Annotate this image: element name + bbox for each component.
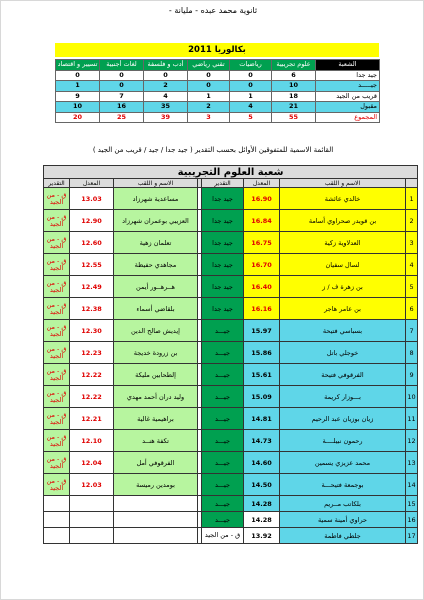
left-avg: 12.03 <box>70 474 114 496</box>
ranking-row <box>44 342 418 364</box>
stats-row <box>56 70 380 81</box>
stats-cell: 3 <box>188 112 230 123</box>
stats-table <box>55 59 380 123</box>
col-appr-header: التقدير <box>202 179 244 188</box>
stats-row-label: جيـــــد <box>316 81 380 92</box>
right-name: بن زهرة ف / ز <box>280 276 406 298</box>
stats-cell: 18 <box>272 91 316 102</box>
right-appr: جيـــد <box>202 474 244 496</box>
stats-header-cell: لغات أجنبية <box>100 60 144 71</box>
left-name: مجاهدي حفيظة <box>114 254 198 276</box>
left-appr: ق - من الجيد <box>44 232 70 254</box>
ranking-row <box>44 386 418 408</box>
right-appr: جيـــد <box>202 364 244 386</box>
right-avg: 14.60 <box>244 452 280 474</box>
stats-cell: 1 <box>188 91 230 102</box>
left-avg: 12.04 <box>70 452 114 474</box>
right-avg: 14.28 <box>244 496 280 512</box>
stats-cell: 0 <box>230 70 272 81</box>
left-avg: 12.23 <box>70 342 114 364</box>
right-avg: 16.75 <box>244 232 280 254</box>
ranking-row <box>44 320 418 342</box>
section-title: شعبة العلوم التجريبية <box>44 166 418 179</box>
col-appr-header: التقدير <box>44 179 70 188</box>
left-name: إيديش صالح الدين <box>114 320 198 342</box>
right-avg: 16.84 <box>244 210 280 232</box>
stats-cell: 0 <box>56 70 100 81</box>
right-avg: 16.70 <box>244 254 280 276</box>
stats-cell: 0 <box>100 70 144 81</box>
left-empty <box>114 496 198 512</box>
rank-number: 11 <box>406 408 418 430</box>
stats-cell: 16 <box>100 102 144 113</box>
stats-header-cell: تقني رياضي <box>188 60 230 71</box>
left-name: وليد دران أحمد مهدي <box>114 386 198 408</box>
stats-row <box>56 102 380 113</box>
rank-number: 9 <box>406 364 418 386</box>
rank-number: 14 <box>406 474 418 496</box>
stats-cell: 39 <box>144 112 188 123</box>
left-appr: ق - من الجيد <box>44 276 70 298</box>
stats-cell: 4 <box>230 102 272 113</box>
stats-header-cell: أدب و فلسفة <box>144 60 188 71</box>
stats-header-cell: رياضيات <box>230 60 272 71</box>
stats-cell: 0 <box>188 70 230 81</box>
right-appr: جيـــد <box>202 320 244 342</box>
col-num-header <box>406 179 418 188</box>
left-empty <box>70 496 114 512</box>
stats-cell: 0 <box>100 81 144 92</box>
stats-row-label: مقبول <box>316 102 380 113</box>
right-appr: جيد جدا <box>202 210 244 232</box>
stats-cell: 55 <box>272 112 316 123</box>
stats-cell: 10 <box>56 102 100 113</box>
left-name: تكفة هنــد <box>114 430 198 452</box>
right-name: بلكاتب مــريم <box>280 496 406 512</box>
left-empty <box>70 528 114 544</box>
right-avg: 15.97 <box>244 320 280 342</box>
right-appr: جيد جدا <box>202 298 244 320</box>
rank-number: 2 <box>406 210 418 232</box>
left-avg: 12.60 <box>70 232 114 254</box>
right-name: خالدي عائشة <box>280 188 406 210</box>
left-avg: 12.22 <box>70 364 114 386</box>
stats-cell: 1 <box>56 81 100 92</box>
right-name: بوجمعة فتيحـــة <box>280 474 406 496</box>
col-name-header: الاسم و اللقب <box>280 179 406 188</box>
ranking-row <box>44 430 418 452</box>
stats-cell: 0 <box>144 70 188 81</box>
stats-cell: 10 <box>272 81 316 92</box>
column-header-row <box>44 179 418 188</box>
right-appr: جيد جدا <box>202 188 244 210</box>
left-appr: ق - من الجيد <box>44 320 70 342</box>
rank-number: 3 <box>406 232 418 254</box>
right-avg: 15.86 <box>244 342 280 364</box>
right-appr: جيـــد <box>202 430 244 452</box>
stats-cell: 0 <box>230 81 272 92</box>
left-name: العزيبي بوعمران شهرزاد <box>114 210 198 232</box>
rank-number: 15 <box>406 496 418 512</box>
left-avg: 12.49 <box>70 276 114 298</box>
left-appr: ق - من الجيد <box>44 408 70 430</box>
stats-cell: 4 <box>144 91 188 102</box>
right-avg: 14.28 <box>244 512 280 528</box>
right-avg: 14.81 <box>244 408 280 430</box>
left-avg: 12.10 <box>70 430 114 452</box>
rank-number: 6 <box>406 298 418 320</box>
ranking-row <box>44 276 418 298</box>
left-appr: ق - من الجيد <box>44 364 70 386</box>
stats-header-cell: تسيير و اقتصاد <box>56 60 100 71</box>
right-avg: 14.73 <box>244 430 280 452</box>
ranking-row <box>44 210 418 232</box>
right-appr: جيـــد <box>202 386 244 408</box>
left-name: بومدين رميسة <box>114 474 198 496</box>
ranking-row <box>44 474 418 496</box>
left-avg: 13.03 <box>70 188 114 210</box>
ranking-row <box>44 528 418 544</box>
rank-number: 7 <box>406 320 418 342</box>
right-appr: جيـــد <box>202 408 244 430</box>
section-header-row <box>44 166 418 179</box>
right-name: حراوي أمينة سمية <box>280 512 406 528</box>
right-avg: 14.50 <box>244 474 280 496</box>
left-avg: 12.90 <box>70 210 114 232</box>
left-name: بن زرودة خديجة <box>114 342 198 364</box>
rank-number: 8 <box>406 342 418 364</box>
left-appr: ق - من الجيد <box>44 342 70 364</box>
left-name: هــرهــور أيمن <box>114 276 198 298</box>
right-appr: جيـــد <box>202 512 244 528</box>
stats-cell: 5 <box>230 112 272 123</box>
stats-cell: 21 <box>272 102 316 113</box>
stats-row-label: المجموع <box>316 112 380 123</box>
right-appr: جيـــد <box>202 496 244 512</box>
ranking-row <box>44 188 418 210</box>
right-appr: جيـــد <box>202 342 244 364</box>
rank-number: 4 <box>406 254 418 276</box>
left-avg: 12.55 <box>70 254 114 276</box>
right-name: لسال سفيان <box>280 254 406 276</box>
left-name: بلقاضي أسماء <box>114 298 198 320</box>
right-appr: ق - من الجيد <box>202 528 244 544</box>
stats-cell: 2 <box>188 102 230 113</box>
right-name: محمد عزيزي يسمين <box>280 452 406 474</box>
stats-cell: 2 <box>144 81 188 92</box>
right-name: جلطي فاطمة <box>280 528 406 544</box>
stats-cell: 35 <box>144 102 188 113</box>
left-avg: 12.30 <box>70 320 114 342</box>
right-name: الفرقوفي فتيحة <box>280 364 406 386</box>
ranking-row <box>44 298 418 320</box>
left-name: تعلمان زهية <box>114 232 198 254</box>
left-empty <box>114 528 198 544</box>
bac-title: بكالوريا 2011 <box>55 43 379 57</box>
left-empty <box>44 528 70 544</box>
stats-cell: 0 <box>188 81 230 92</box>
right-appr: جيد جدا <box>202 254 244 276</box>
right-name: خوجلي باتل <box>280 342 406 364</box>
stats-cell: 7 <box>100 91 144 102</box>
stats-row-label: قريب من الجيد <box>316 91 380 102</box>
right-avg: 15.09 <box>244 386 280 408</box>
rank-number: 12 <box>406 430 418 452</box>
left-appr: ق - من الجيد <box>44 254 70 276</box>
left-appr: ق - من الجيد <box>44 210 70 232</box>
right-name: العدلاوية زكية <box>280 232 406 254</box>
ranking-row <box>44 512 418 528</box>
rank-number: 17 <box>406 528 418 544</box>
rank-number: 10 <box>406 386 418 408</box>
col-avg-header: المعدل <box>244 179 280 188</box>
stats-cell: 25 <box>100 112 144 123</box>
left-appr: ق - من الجيد <box>44 188 70 210</box>
ranking-row <box>44 232 418 254</box>
rank-number: 1 <box>406 188 418 210</box>
ranking-row <box>44 408 418 430</box>
left-name: براهيمية غالية <box>114 408 198 430</box>
stats-header-cell: الشعبة <box>316 60 380 71</box>
stats-cell: 6 <box>272 70 316 81</box>
right-avg: 13.92 <box>244 528 280 544</box>
ranking-table <box>43 165 418 544</box>
right-avg: 15.61 <box>244 364 280 386</box>
school-title: ثانوية محمد عبده - مليانة - <box>168 6 258 15</box>
ranking-row <box>44 496 418 512</box>
stats-row <box>56 91 380 102</box>
left-empty <box>44 496 70 512</box>
left-appr: ق - من الجيد <box>44 452 70 474</box>
list-title: القائمة الاسمية للمتفوقين الأوائل بحسب التقدير ( جيد جدا / جيد / قريب من الجيد ) <box>92 146 334 154</box>
col-name-header: الاسم و اللقب <box>114 179 198 188</box>
left-name: إلطحابين مليكة <box>114 364 198 386</box>
right-name: بن عامر هاجر <box>280 298 406 320</box>
left-appr: ق - من الجيد <box>44 474 70 496</box>
ranking-row <box>44 452 418 474</box>
right-avg: 16.16 <box>244 298 280 320</box>
stats-cell: 1 <box>230 91 272 102</box>
right-appr: جيد جدا <box>202 232 244 254</box>
rank-number: 16 <box>406 512 418 528</box>
left-empty <box>70 512 114 528</box>
left-empty <box>44 512 70 528</box>
right-name: بن قويدر صحراوي أسامة <box>280 210 406 232</box>
right-name: زيان بوزيان عبد الرحيم <box>280 408 406 430</box>
left-avg: 12.38 <box>70 298 114 320</box>
stats-total-row <box>56 112 380 123</box>
stats-header-cell: علوم تجريبية <box>272 60 316 71</box>
left-avg: 12.22 <box>70 386 114 408</box>
right-appr: جيد جدا <box>202 276 244 298</box>
left-empty <box>114 512 198 528</box>
rank-number: 13 <box>406 452 418 474</box>
left-appr: ق - من الجيد <box>44 430 70 452</box>
ranking-row <box>44 254 418 276</box>
right-avg: 16.40 <box>244 276 280 298</box>
stats-header-row <box>56 60 380 71</box>
stats-cell: 20 <box>56 112 100 123</box>
rank-number: 5 <box>406 276 418 298</box>
stats-row <box>56 81 380 92</box>
right-appr: جيـــد <box>202 452 244 474</box>
left-appr: ق - من الجيد <box>44 386 70 408</box>
right-name: بسباسي فتيحة <box>280 320 406 342</box>
left-name: مساعدية شهرزاد <box>114 188 198 210</box>
col-avg-header: المعدل <box>70 179 114 188</box>
right-name: بـــوزار كريمة <box>280 386 406 408</box>
stats-row-label: جيد جدا <box>316 70 380 81</box>
right-avg: 16.90 <box>244 188 280 210</box>
right-name: رحمون نبيلــــة <box>280 430 406 452</box>
left-avg: 12.21 <box>70 408 114 430</box>
left-appr: ق - من الجيد <box>44 298 70 320</box>
left-name: الفرقوفي أمل <box>114 452 198 474</box>
ranking-row <box>44 364 418 386</box>
stats-cell: 9 <box>56 91 100 102</box>
